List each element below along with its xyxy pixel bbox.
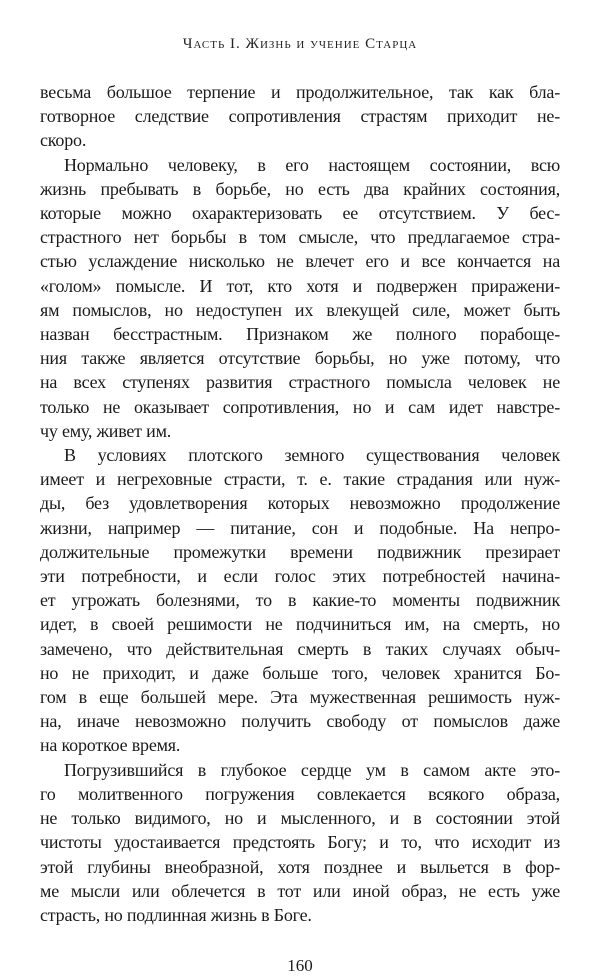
- text-line: ет угрожать болезнями, то в какие-то моменты подвижник: [40, 590, 560, 611]
- text-line: замечено, что действительная смерть в таких случаях обыч-: [40, 638, 560, 659]
- text-line: ям помыслов, но недоступен их влекущей силе, может быть: [40, 299, 560, 320]
- text-line: эти потребности, и если голос этих потребностей начина-: [40, 566, 560, 587]
- running-head: Часть I. Жизнь и учение Старца: [182, 36, 418, 52]
- text-line: чу ему, живет им.: [40, 420, 172, 441]
- text-line: гом в еще большей мере. Эта мужественная решимость нуж-: [40, 687, 560, 708]
- text-line: чистоты удостаивается предстоять Богу; и то, что исходит из: [40, 832, 560, 853]
- text-line: жизнь пребывать в борьбе, но есть два крайних состояния,: [40, 178, 560, 199]
- text-line: не только видимого, но и мысленного, и в состоянии этой: [40, 808, 560, 829]
- text-line: только не оказывает сопротивления, но и сам идет навстре-: [40, 396, 560, 417]
- text-line: идет, в своей решимости не подчиниться им, на смерть, но: [40, 614, 560, 635]
- text-line: готворное следствие сопротивления страстям приходит не-: [40, 106, 560, 127]
- page-body: [40, 80, 560, 927]
- text-line: жизни, например — питание, сон и подобные. На непро-: [40, 517, 560, 538]
- text-line: которые можно охарактеризовать ее отсутствием. У бес-: [40, 203, 560, 224]
- paragraph: [40, 80, 560, 153]
- paragraph: [40, 153, 560, 443]
- text-line: на короткое время.: [40, 735, 181, 756]
- text-line: ды, без удовлетворения которых невозможно продолжение: [40, 493, 560, 514]
- text-line: скоро.: [40, 130, 87, 151]
- text-line: на, иначе невозможно получить свободу от помыслов даже: [40, 711, 560, 732]
- text-line: назван бесстрастным. Признаком же полного порабоще-: [40, 324, 560, 345]
- text-line: этой глубины внеобразной, хотя позднее и выльется в фор-: [40, 856, 560, 877]
- text-line: стью услаждение нисколько не влечет его и все кончается на: [40, 251, 560, 272]
- text-line: В условиях плотского земного существования человек: [64, 445, 560, 466]
- text-line: на всех ступенях развития страстного помысла человек не: [40, 372, 560, 393]
- page-number: 160: [287, 956, 313, 976]
- text-line: страстного нет борьбы в том смысле, что предлагаемое стра-: [40, 227, 560, 248]
- text-line: весьма большое терпение и продолжительное, так как бла-: [40, 82, 560, 102]
- text-line: но не приходит, и даже больше того, человек хранится Бо-: [40, 662, 560, 683]
- text-line: имеет и негреховные страсти, т. е. такие страдания или нуж-: [40, 469, 560, 490]
- text-line: ния также является отсутствие борьбы, но уже потому, что: [40, 348, 560, 369]
- text-line: го молитвенного погружения совлекается всякого образа,: [40, 783, 560, 804]
- text-line: «голом» помысле. И тот, кто хотя и подвержен приражени-: [40, 275, 560, 296]
- paragraph: [40, 758, 560, 927]
- text-line: Погрузившийся в глубокое сердце ум в самом акте это-: [64, 759, 560, 780]
- text-line: страсть, но подлинная жизнь в Боге.: [40, 904, 312, 925]
- text-line: должительные промежутки времени подвижник презирает: [40, 541, 560, 562]
- text-line: Нормально человеку, в его настоящем состоянии, всю: [64, 154, 560, 175]
- text-line: ме мысли или облечется в тот или иной образ, не есть уже: [40, 880, 560, 901]
- paragraph: [40, 443, 560, 758]
